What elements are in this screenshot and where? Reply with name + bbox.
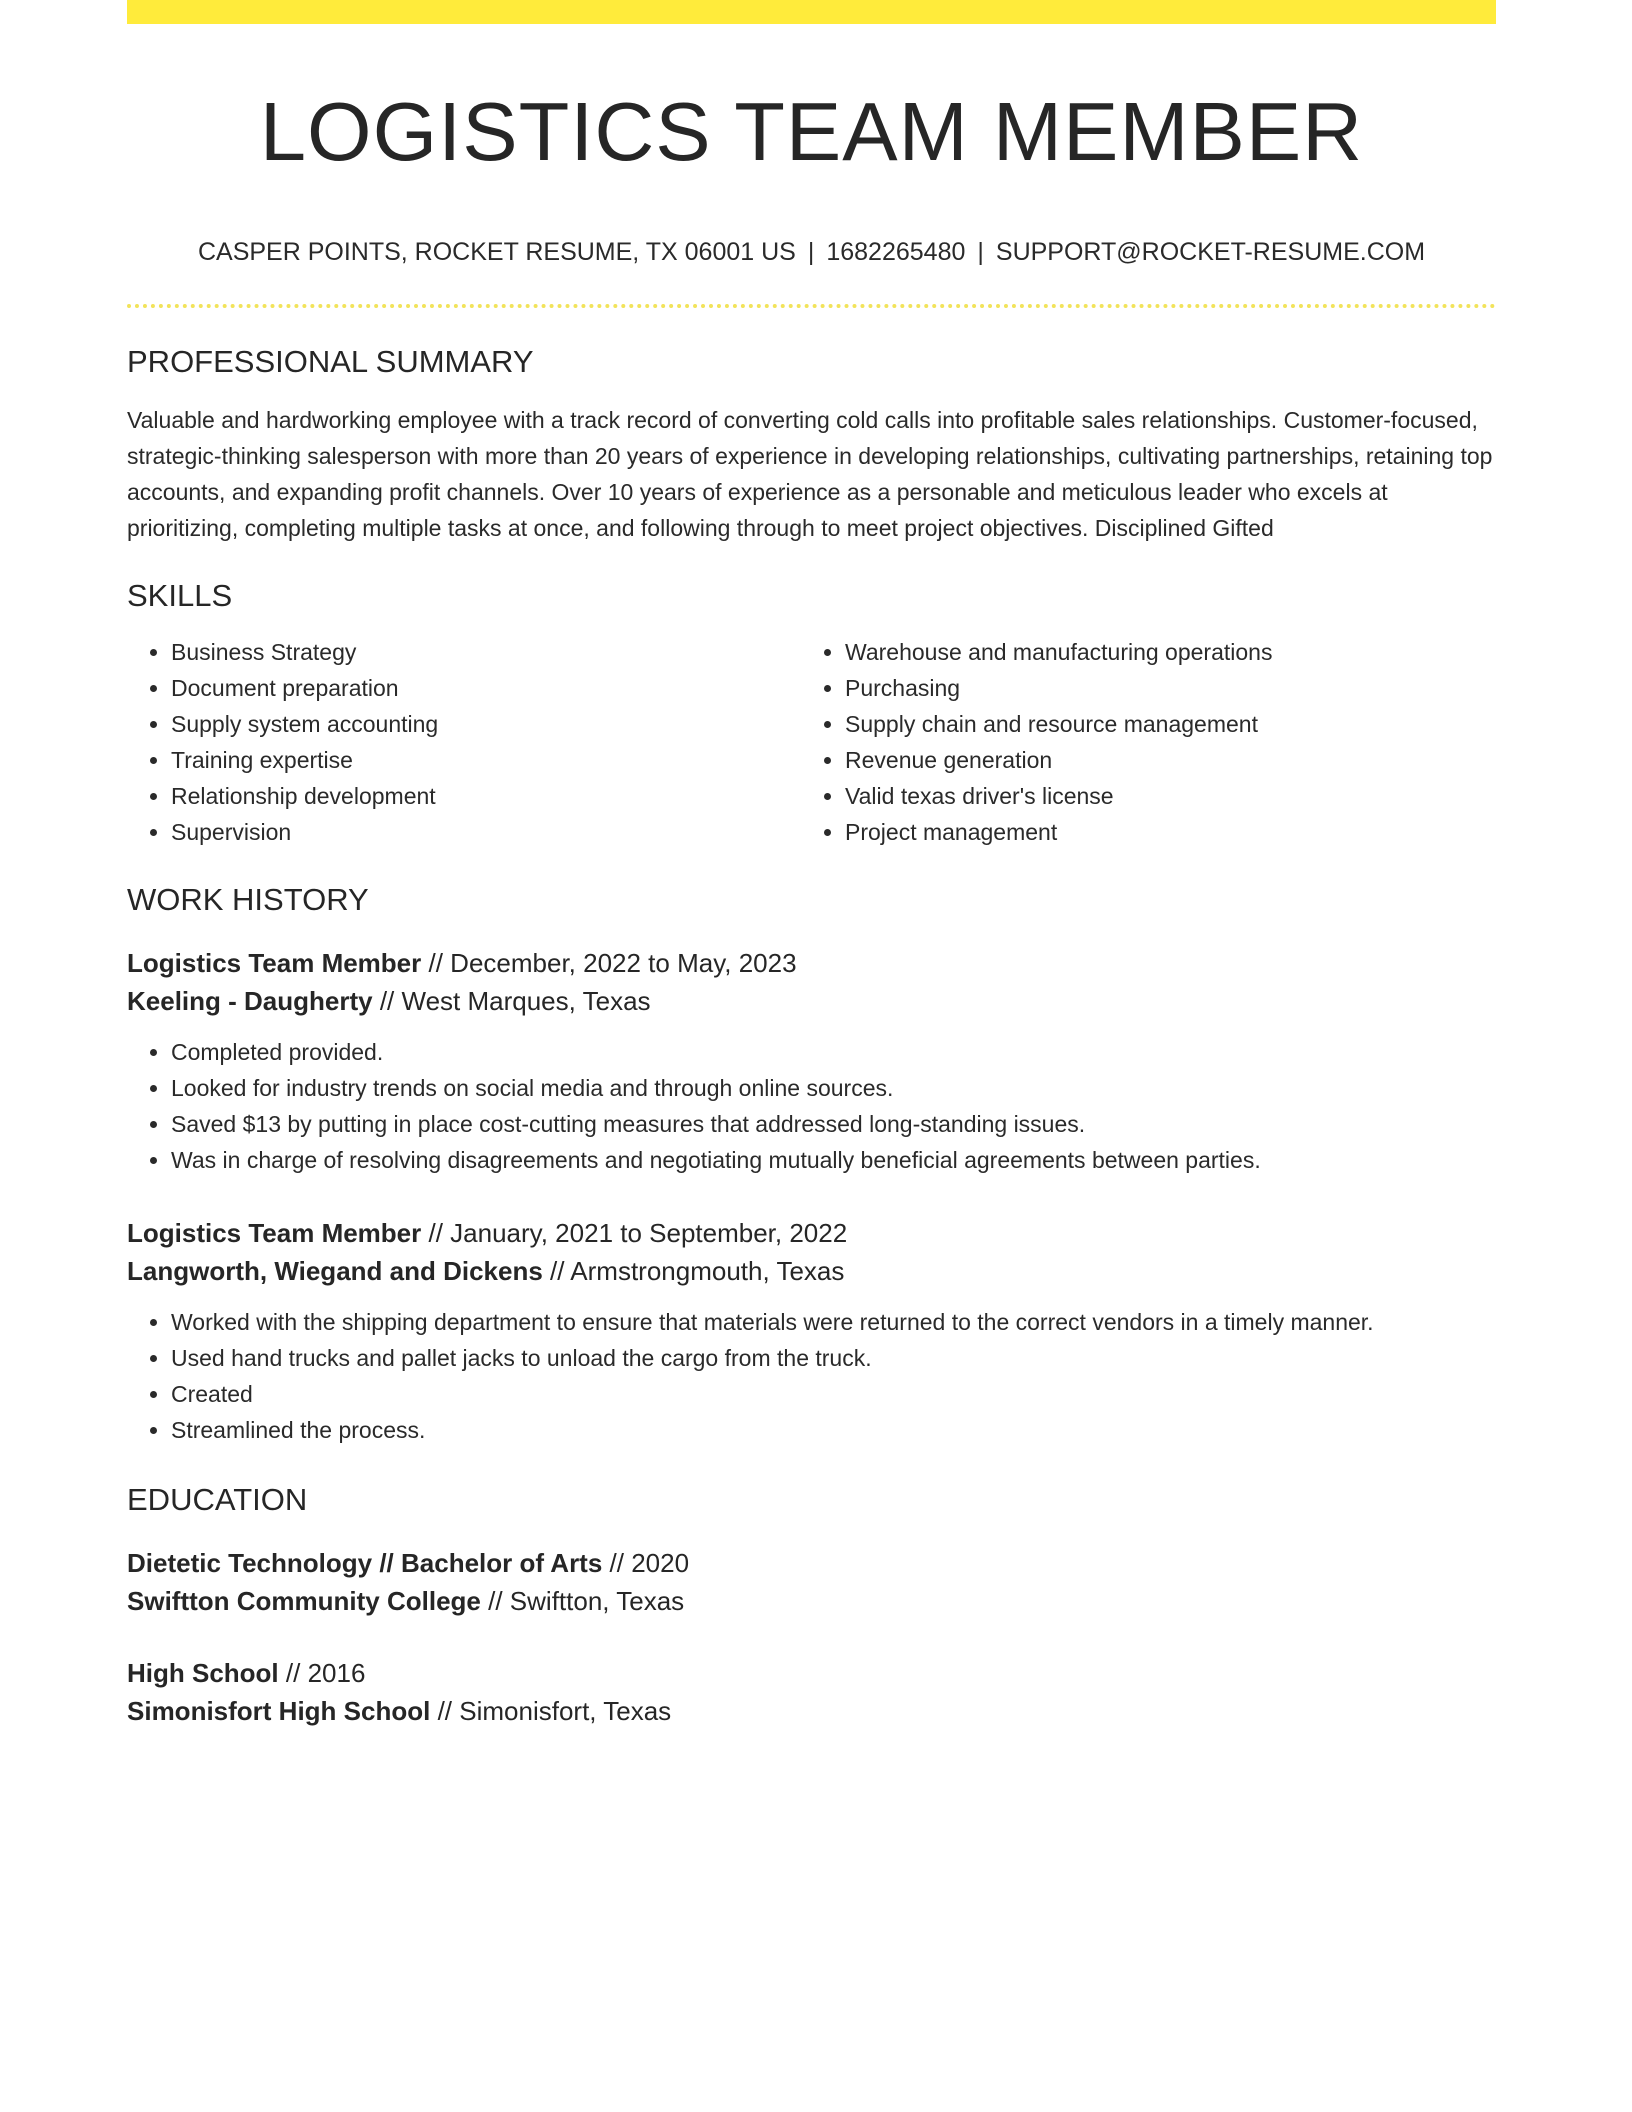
skill-item: • Revenue generation (845, 742, 1475, 778)
resume-name: LOGISTICS TEAM MEMBER (259, 85, 1364, 178)
job-dates: // January, 2021 to September, 2022 (428, 1218, 848, 1248)
skill-item: • Document preparation (171, 670, 801, 706)
summary-text: Valuable and hardworking employee with a track record of converting cold calls into profitable sales relationships. Customer-focused, strategic-thinking salesperson with more than 20 years of experience in developing relationships, cultivating partnerships, retaining top accounts, and expanding profit channels. Over 10 years of experience as a personable and meticulous leader who excels at prioritizing, completing multiple tasks at once, and following through to meet project objectives. Disciplined Gifted (127, 407, 1493, 541)
job-company-line (127, 1252, 1496, 1290)
education-degree-line (127, 1544, 1496, 1582)
contact-phone: 1682265480 (826, 238, 966, 266)
job-bullet: • Used hand trucks and pallet jacks to unload the cargo from the truck. (171, 1340, 1496, 1376)
skills-column-left (127, 634, 801, 850)
contact-line (127, 236, 1496, 268)
skill-item: • Business Strategy (171, 634, 801, 670)
resume-page (127, 0, 1496, 1730)
job-role-line (127, 944, 1496, 982)
section-title-skills: SKILLS (127, 578, 233, 613)
section-title-work-history: WORK HISTORY (127, 882, 369, 917)
skills-list (127, 634, 1496, 850)
job-bullets (127, 1034, 1496, 1178)
education-school-line (127, 1692, 1496, 1730)
job-bullets (127, 1304, 1496, 1448)
education-school-line (127, 1582, 1496, 1620)
education-year: // 2016 (285, 1658, 366, 1688)
job-bullet: • Was in charge of resolving disagreements and negotiating mutually beneficial agreements between parties. (171, 1142, 1496, 1178)
skills-column-right (801, 634, 1475, 850)
dotted-divider (127, 304, 1496, 308)
education-degree-line (127, 1654, 1496, 1692)
skill-item: • Relationship development (171, 778, 801, 814)
job-role: Logistics Team Member (127, 1218, 422, 1248)
contact-separator: | (977, 238, 984, 266)
contact-email[interactable]: SUPPORT@ROCKET-RESUME.COM (995, 238, 1426, 266)
education-school: Swiftton Community College (127, 1586, 481, 1616)
skill-item: • Supervision (171, 814, 801, 850)
job-company: Langworth, Wiegand and Dickens (127, 1256, 543, 1286)
contact-address: CASPER POINTS, ROCKET RESUME, TX 06001 US (197, 238, 796, 266)
section-title-summary: PROFESSIONAL SUMMARY (127, 344, 534, 379)
top-accent-bar (127, 0, 1496, 24)
job-bullet: • Streamlined the process. (171, 1412, 1496, 1448)
job-location: // Armstrongmouth, Texas (550, 1256, 845, 1286)
job-entry (127, 944, 1496, 1178)
job-bullet: • Worked with the shipping department to ensure that materials were returned to the correct vendors in a timely manner. (171, 1304, 1496, 1340)
skill-item: • Warehouse and manufacturing operations (845, 634, 1475, 670)
education-location: // Simonisfort, Texas (437, 1696, 672, 1726)
job-bullet: • Completed provided. (171, 1034, 1496, 1070)
job-bullet: • Created (171, 1376, 1496, 1412)
job-dates: // December, 2022 to May, 2023 (428, 948, 797, 978)
education-entry (127, 1544, 1496, 1620)
skill-item: • Project management (845, 814, 1475, 850)
job-role-line (127, 1214, 1496, 1252)
contact-separator: | (807, 238, 815, 266)
job-role: Logistics Team Member (127, 948, 422, 978)
education-entry (127, 1654, 1496, 1730)
education-location: // Swiftton, Texas (488, 1586, 685, 1616)
job-location: // West Marques, Texas (379, 986, 651, 1016)
job-bullet: • Saved $13 by putting in place cost-cutting measures that addressed long-standing issues. (171, 1106, 1496, 1142)
education-degree: Dietetic Technology // Bachelor of Arts (127, 1548, 603, 1578)
skill-item: • Purchasing (845, 670, 1475, 706)
education-year: // 2020 (609, 1548, 690, 1578)
skill-item: • Training expertise (171, 742, 801, 778)
skill-item: • Supply chain and resource management (845, 706, 1475, 742)
skill-item: • Valid texas driver's license (845, 778, 1475, 814)
education-degree: High School (127, 1658, 279, 1688)
job-company-line (127, 982, 1496, 1020)
section-title-education: EDUCATION (127, 1482, 308, 1517)
job-entry (127, 1214, 1496, 1448)
job-company: Keeling - Daugherty (127, 986, 373, 1016)
job-bullet: • Looked for industry trends on social media and through online sources. (171, 1070, 1496, 1106)
skill-item: • Supply system accounting (171, 706, 801, 742)
education-school: Simonisfort High School (127, 1696, 431, 1726)
